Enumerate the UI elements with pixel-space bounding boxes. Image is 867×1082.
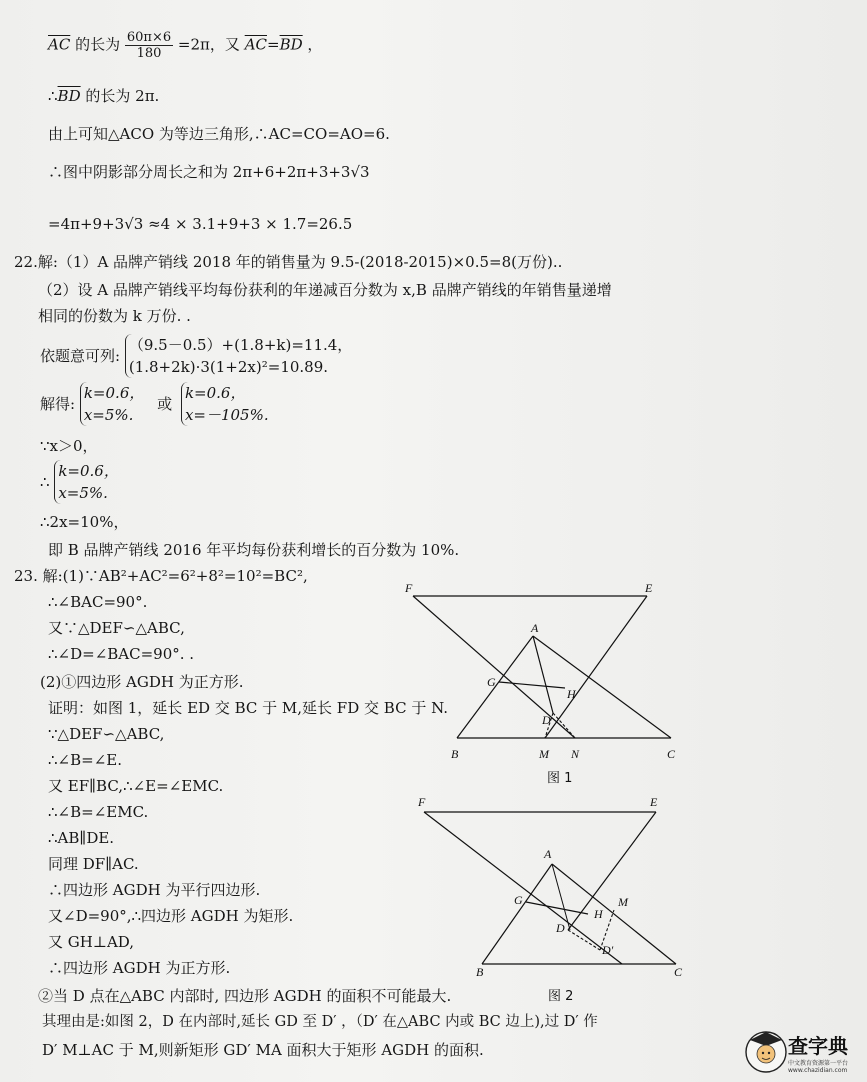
label-m: M: [618, 895, 628, 909]
text-line: D′ M⊥AC 于 M,则新矩形 GD′ MA 面积大于矩形 AGDH 的面积.: [42, 1041, 484, 1059]
text-line: 由上可知△ACO 为等边三角形,∴AC=CO=AO=6.: [48, 125, 390, 143]
equation: (1.8+2k)·3(1+2x)²=10.89.: [128, 358, 329, 376]
text-line: ∴∠D=∠BAC=90°. .: [48, 645, 195, 663]
label-b: B: [451, 747, 459, 761]
label-e: E: [645, 581, 653, 595]
text-line: ∴∠B=∠E.: [48, 751, 122, 769]
text-line: 22.解:（1）A 品牌产销线 2018 年的销售量为 9.5-(2018-2015)×0.5=8(万份)..: [14, 253, 563, 271]
label-h: H: [594, 907, 603, 921]
text: =2π，又: [177, 35, 240, 54]
text: 或: [157, 395, 173, 413]
label-a: A: [531, 621, 539, 635]
brace: [181, 382, 269, 426]
segment-ad: [533, 636, 553, 713]
text-line: ∴2x=10%，: [40, 513, 129, 531]
label-g: G: [487, 675, 496, 689]
label-d-prime: D′: [602, 943, 614, 957]
brace: [54, 460, 119, 504]
figure-1: [395, 578, 695, 793]
text-line: 23. 解:(1)∵AB²+AC²=6²+8²=10²=BC²,: [14, 567, 308, 585]
label-n: N: [571, 747, 580, 761]
label-a: A: [544, 847, 552, 861]
text-line: ∴四边形 AGDH 为正方形.: [48, 959, 231, 977]
text-line: ∴四边形 AGDH 为平行四边形.: [48, 881, 261, 899]
dashed-dd2: [568, 930, 600, 950]
label-g: G: [514, 893, 523, 907]
logo-subtitle: 中文教育资源第一平台 www.chazidian.com: [788, 1060, 849, 1074]
segment-gh: [499, 682, 565, 688]
equation: k=0.6，: [58, 462, 119, 480]
label-h: H: [567, 687, 576, 701]
label-d: D: [556, 921, 565, 935]
equation: x=5%.: [58, 484, 108, 502]
text-line: (2)①四边形 AGDH 为正方形.: [40, 673, 244, 691]
denominator: 180: [136, 46, 162, 61]
figure-2: [410, 792, 700, 1004]
text: ∴: [48, 87, 58, 105]
text: 的长为 2π.: [85, 87, 160, 105]
text-line: 证明：如图 1，延长 ED 交 BC 于 M,延长 FD 交 BC 于 N.: [48, 699, 449, 717]
label-d: D: [542, 713, 551, 727]
label-f: F: [405, 581, 413, 595]
text-line: ∵x＞0，: [40, 437, 98, 455]
text-line: 其理由是:如图 2，D 在内部时,延长 GD 至 D′ ，（D′ 在△ABC 内或 BC 边上),过 D′ 作: [42, 1014, 598, 1030]
text-line: ∴AB∥DE.: [48, 829, 115, 847]
text-line: 又∠D=90°,∴四边形 AGDH 为矩形.: [48, 907, 294, 925]
text-line: 又 EF∥BC,∴∠E=∠EMC.: [48, 777, 224, 795]
label-e: E: [650, 795, 658, 809]
text-line: ∴∠BAC=90°.: [48, 593, 148, 611]
brace: [80, 382, 145, 426]
text: =: [267, 35, 280, 54]
segment-em: [545, 596, 647, 738]
text: ，: [307, 35, 323, 54]
equation-system: [40, 334, 352, 378]
segment-gh: [526, 902, 588, 914]
arc-bd: $\overline{BD}$: [279, 35, 303, 54]
segment-f-diag: [424, 812, 622, 964]
solution-system: [40, 382, 269, 426]
solution-system: [40, 460, 119, 504]
text-line: =4π+9+3√3 ≈4 × 3.1+9+3 × 1.7=26.5: [48, 215, 353, 233]
text-line: 即 B 品牌产销线 2016 年平均每份获利增长的百分数为 10%.: [48, 541, 460, 559]
equation: x=5%.: [83, 406, 134, 424]
arc-bd: $\overline{BD}$: [57, 87, 81, 105]
text-line: 又 GH⊥AD,: [48, 933, 135, 951]
equation: （9.5－0.5）+(1.8+k)=11.4，: [128, 336, 353, 354]
logo-name: 查字典: [788, 1034, 848, 1058]
text-line: ∵△DEF∽△ABC,: [48, 725, 165, 743]
segment-ac: [552, 864, 676, 964]
arc-ac: $\overline{AC}$: [244, 35, 267, 54]
segment-ab: [482, 864, 552, 964]
segment-fn: [413, 596, 575, 738]
brace: [125, 334, 352, 378]
text: 的长为: [75, 35, 121, 54]
label-c: C: [667, 747, 676, 761]
text: 依题意可列:: [40, 347, 121, 365]
text-line: ∴图中阴影部分周长之和为 2π+6+2π+3+3√3: [48, 163, 370, 181]
text-line-arc-ac: [48, 30, 322, 61]
equation: k=0.6，: [83, 384, 145, 402]
text: ∴: [40, 473, 50, 491]
text: 解得:: [40, 395, 76, 413]
equation: k=0.6，: [184, 384, 246, 402]
dashed-dn: [553, 713, 575, 738]
numerator: 60π×6: [126, 30, 172, 45]
text-line-arc-bd: [48, 86, 159, 106]
text-line: ②当 D 点在△ABC 内部时, 四边形 AGDH 的面积不可能最大.: [38, 987, 452, 1005]
equation: x=－105%.: [184, 406, 269, 424]
text-line: 又∵△DEF∽△ABC,: [48, 619, 185, 637]
text-line: ∴∠B=∠EMC.: [48, 803, 149, 821]
label-m: M: [539, 747, 549, 761]
text-line: 同理 DF∥AC.: [48, 855, 139, 873]
fraction: [125, 30, 173, 61]
arc-ac: $\overline{AC}$: [48, 35, 71, 54]
caption-figure-1: 图 1: [547, 771, 573, 786]
text-line: 相同的份数为 k 万份. .: [38, 307, 191, 325]
label-c: C: [674, 965, 683, 979]
text-line: （2）设 A 品牌产销线平均每份获利的年递减百分数为 x,B 品牌产销线的年销售量递增: [38, 281, 612, 299]
label-b: B: [476, 965, 484, 979]
caption-figure-2: 图 2: [548, 989, 574, 1004]
label-f: F: [418, 795, 426, 809]
